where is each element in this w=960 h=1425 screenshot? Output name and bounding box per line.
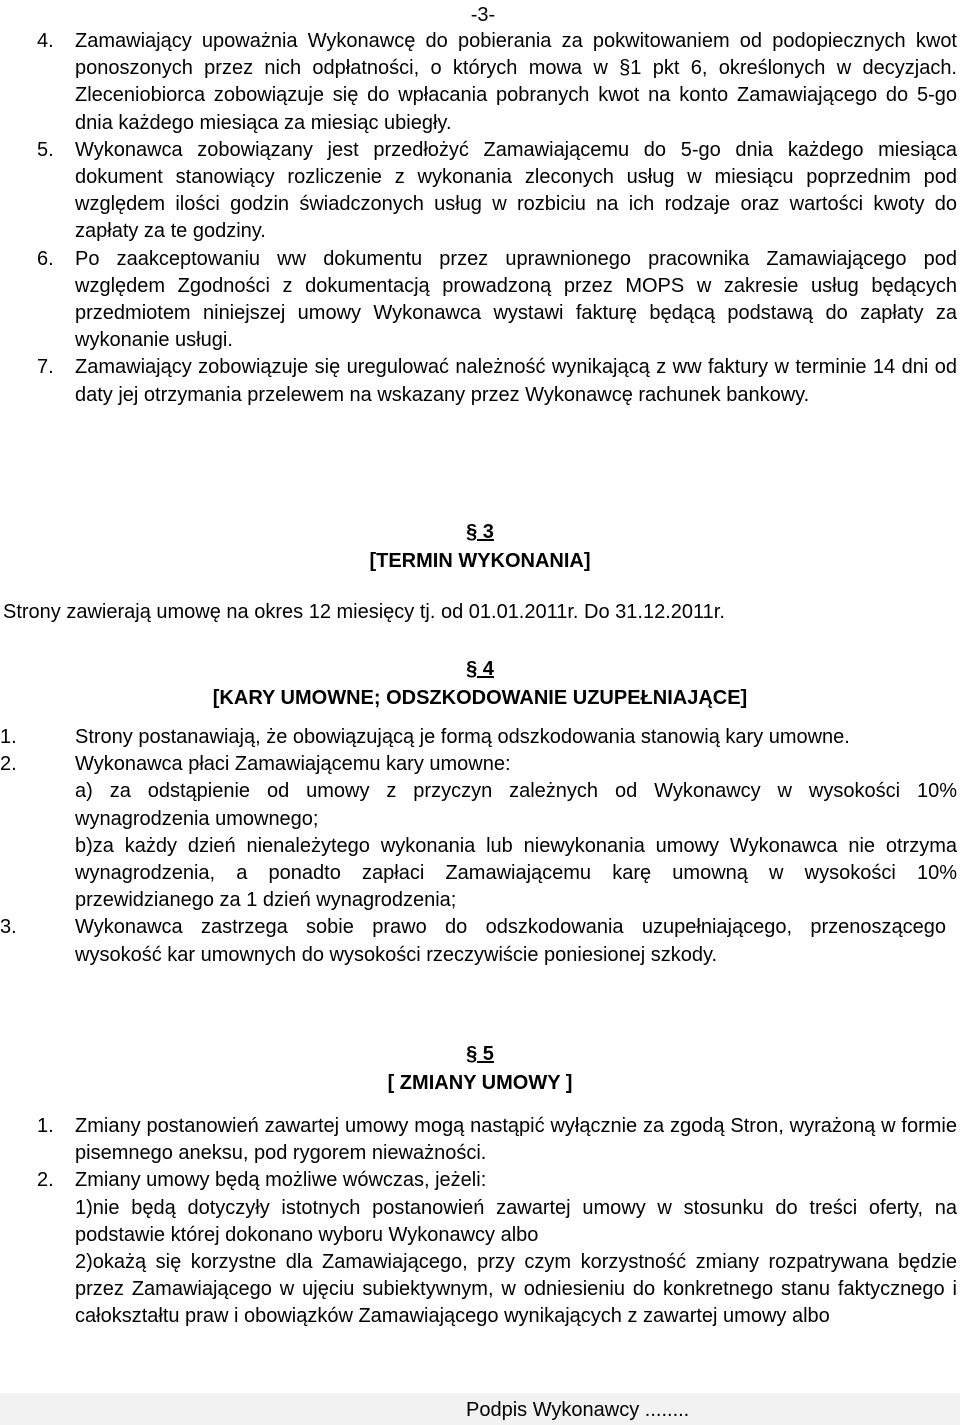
item-text: Zamawiający upoważnia Wykonawcę do pobierania za pokwitowaniem od podopiecznych kwot ponoszonych przez nich odpłatności, o których mowa w §1 pkt 6, określonych w decyzjach. Zleceniobiorca zobowiązuje się do wpłacania pobranych kwot na konto Zamawiającego do 5-go dnia każdego miesiąca za miesiąc ubiegły. [75, 30, 957, 134]
list-item [0, 1167, 960, 1330]
list-item [0, 1113, 960, 1167]
section-title: [ ZMIANY UMOWY ] [387, 1072, 573, 1094]
list-item [0, 914, 960, 968]
item-text: Wykonawca płaci Zamawiającemu kary umowne: [75, 753, 511, 776]
payment-terms-block [0, 28, 960, 409]
signature-line: Podpis Wykonawcy ........ [466, 1399, 690, 1421]
term-text: Strony zawierają umowę na okres 12 miesięcy tj. od 01.01.2011r. Do 31.12.2011r. [3, 601, 725, 623]
list-item [0, 246, 960, 355]
section-title: [TERMIN WYKONANIA] [369, 550, 591, 572]
section-5 [0, 1041, 960, 1331]
list-item [0, 354, 960, 408]
section-4 [0, 656, 960, 969]
item-subpoint-b: b)za każdy dzień nienależytego wykonania lub niewykonania umowy Wykonawca nie otrzyma wynagrodzenia, a ponadto zapłaci Zamawiającemu karę umowną w wysokości 10% przewidzianego za 1 dzień wynagrodzenia; [75, 834, 957, 912]
section-3 [0, 519, 960, 626]
item-number: 7. [37, 356, 54, 379]
item-number: 6. [37, 247, 54, 270]
item-number: 1. [37, 1115, 54, 1137]
item-subpoint-a: a) za odstąpienie od umowy z przyczyn zależnych od Wykonawcy w wysokości 10% wynagrodzenia umownego; [75, 780, 957, 830]
section-title: [KARY UMOWNE; ODSZKODOWANIE UZUPEŁNIAJĄCE] [212, 687, 748, 709]
list-item [0, 751, 960, 914]
item-text: Zmiany umowy będą możliwe wówczas, jeżeli: [75, 1169, 487, 1192]
item-subpoint-1: 1)nie będą dotyczyły istotnych postanowień zawartej umowy w stosunku do treści oferty, na podstawie której dokonano wyboru Wykonawcy albo [75, 1196, 957, 1246]
item-text: Po zaakceptowaniu ww dokumentu przez uprawnionego pracownika Zamawiającego pod względem Zgodności z dokumentacją prowadzoną przez MOPS w zakresie usług będących przedmiotem niniejszej umowy Wykonawca wystawi fakturę będącą podstawą do zapłaty za wykonanie usługi. [75, 247, 957, 352]
item-text: Wykonawca zastrzega sobie prawo do odszkodowania uzupełniającego, przenoszącego wysokość kar umownych do wysokości rzeczywiście poniesionej szkody. [75, 916, 946, 966]
item-subpoint-2: 2)okażą się korzystne dla Zamawiającego, przy czym korzystność zmiany rozpatrywana będzie przez Zamawiającego w ujęciu subiektywnym, w odniesieniu do konkretnego stanu faktycznego i całokształtu praw i obowiązków Zamawiającego wynikających z zawartej umowy albo [75, 1251, 957, 1328]
page-number: -3- [470, 4, 496, 26]
item-text: Wykonawca zobowiązany jest przedłożyć Zamawiającemu do 5-go dnia każdego miesiąca dokument stanowiący rozliczenie z wykonania zleconych usług w miesiącu poprzednim pod względem ilości godzin świadczonych usług w rozbiciu na ich rodzaje oraz wartości kwoty do zapłaty za te godziny. [75, 138, 957, 243]
list-item [0, 137, 960, 246]
item-number: 4. [37, 30, 54, 52]
list-item [0, 28, 960, 137]
item-number: 1. [0, 726, 17, 748]
list-item [0, 724, 960, 751]
item-text: Zmiany postanowień zawartej umowy mogą nastąpić wyłącznie za zgodą Stron, wyrażoną w formie pisemnego aneksu, pod rygorem nieważności. [75, 1115, 957, 1165]
item-number: 2. [0, 753, 17, 776]
item-text: Zamawiający zobowiązuje się uregulować należność wynikającą z ww faktury w terminie 14 dni od daty jej otrzymania przelewem na wskazany przez Wykonawcę rachunek bankowy. [75, 356, 957, 406]
section-mark: § 4 [466, 658, 494, 680]
item-number: 3. [0, 916, 17, 939]
item-number: 5. [37, 138, 54, 161]
section-mark: § 5 [466, 1043, 494, 1065]
section-mark: § 3 [466, 521, 494, 543]
item-text: Strony postanawiają, że obowiązującą je formą odszkodowania stanowią kary umowne. [75, 726, 850, 748]
item-number: 2. [37, 1169, 54, 1192]
